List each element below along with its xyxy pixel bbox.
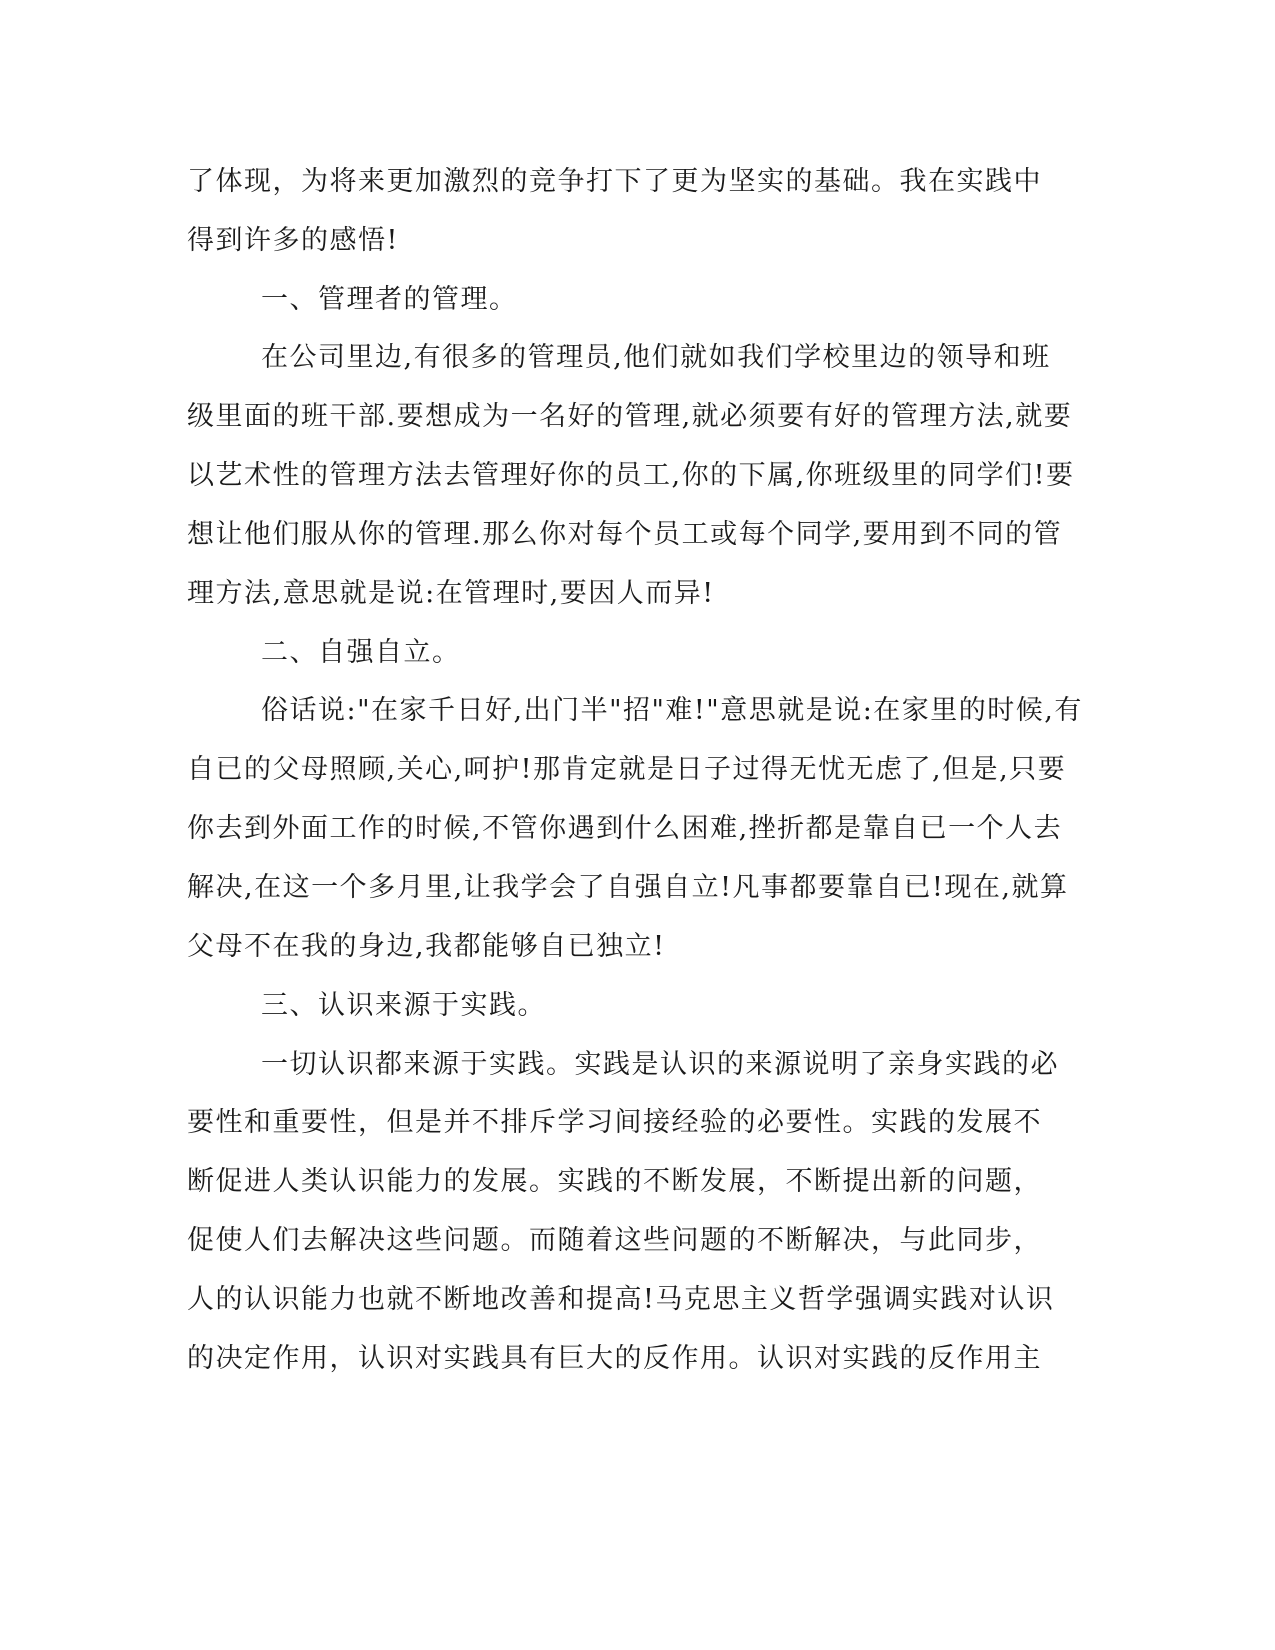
text-line: 以艺术性的管理方法去管理好你的员工,你的下属,你班级里的同学们!要 — [187, 460, 1075, 491]
text-line: 得到许多的感悟! — [187, 225, 399, 256]
paragraph-first-line: 在公司里边,有很多的管理员,他们就如我们学校里边的领导和班 — [261, 342, 1051, 373]
text-line: 人的认识能力也就不断地改善和提高!马克思主义哲学强调实践对认识 — [187, 1284, 1055, 1315]
paragraph-first-line: 一切认识都来源于实践。实践是认识的来源说明了亲身实践的必 — [261, 1049, 1059, 1080]
text-line: 解决,在这一个多月里,让我学会了自强自立!凡事都要靠自已!现在,就算 — [187, 872, 1069, 903]
paragraph-first-line: 俗话说:"在家千日好,出门半"招"难!"意思就是说:在家里的时候,有 — [261, 695, 1083, 726]
text-line: 要性和重要性，但是并不排斥学习间接经验的必要性。实践的发展不 — [187, 1107, 1042, 1138]
text-line: 自已的父母照顾,关心,呵护!那肯定就是日子过得无忧无虑了,但是,只要 — [187, 754, 1067, 785]
section-heading: 一、管理者的管理。 — [261, 284, 518, 315]
text-line: 促使人们去解决这些问题。而随着这些问题的不断解决，与此同步， — [187, 1225, 1042, 1256]
section-heading: 三、认识来源于实践。 — [261, 990, 546, 1021]
text-line: 想让他们服从你的管理.那么你对每个员工或每个同学,要用到不同的管 — [187, 519, 1063, 550]
text-line: 了体现，为将来更加激烈的竞争打下了更为坚实的基础。我在实践中 — [187, 166, 1042, 197]
text-line: 的决定作用，认识对实践具有巨大的反作用。认识对实践的反作用主 — [187, 1343, 1042, 1374]
text-line: 父母不在我的身边,我都能够自已独立! — [187, 931, 666, 962]
text-line: 你去到外面工作的时候,不管你遇到什么困难,挫折都是靠自已一个人去 — [187, 813, 1063, 844]
text-line: 级里面的班干部.要想成为一名好的管理,就必须要有好的管理方法,就要 — [187, 401, 1073, 432]
section-heading: 二、自强自立。 — [261, 637, 461, 668]
text-line: 断促进人类认识能力的发展。实践的不断发展，不断提出新的问题， — [187, 1166, 1042, 1197]
text-line: 理方法,意思就是说:在管理时,要因人而异! — [187, 578, 715, 609]
